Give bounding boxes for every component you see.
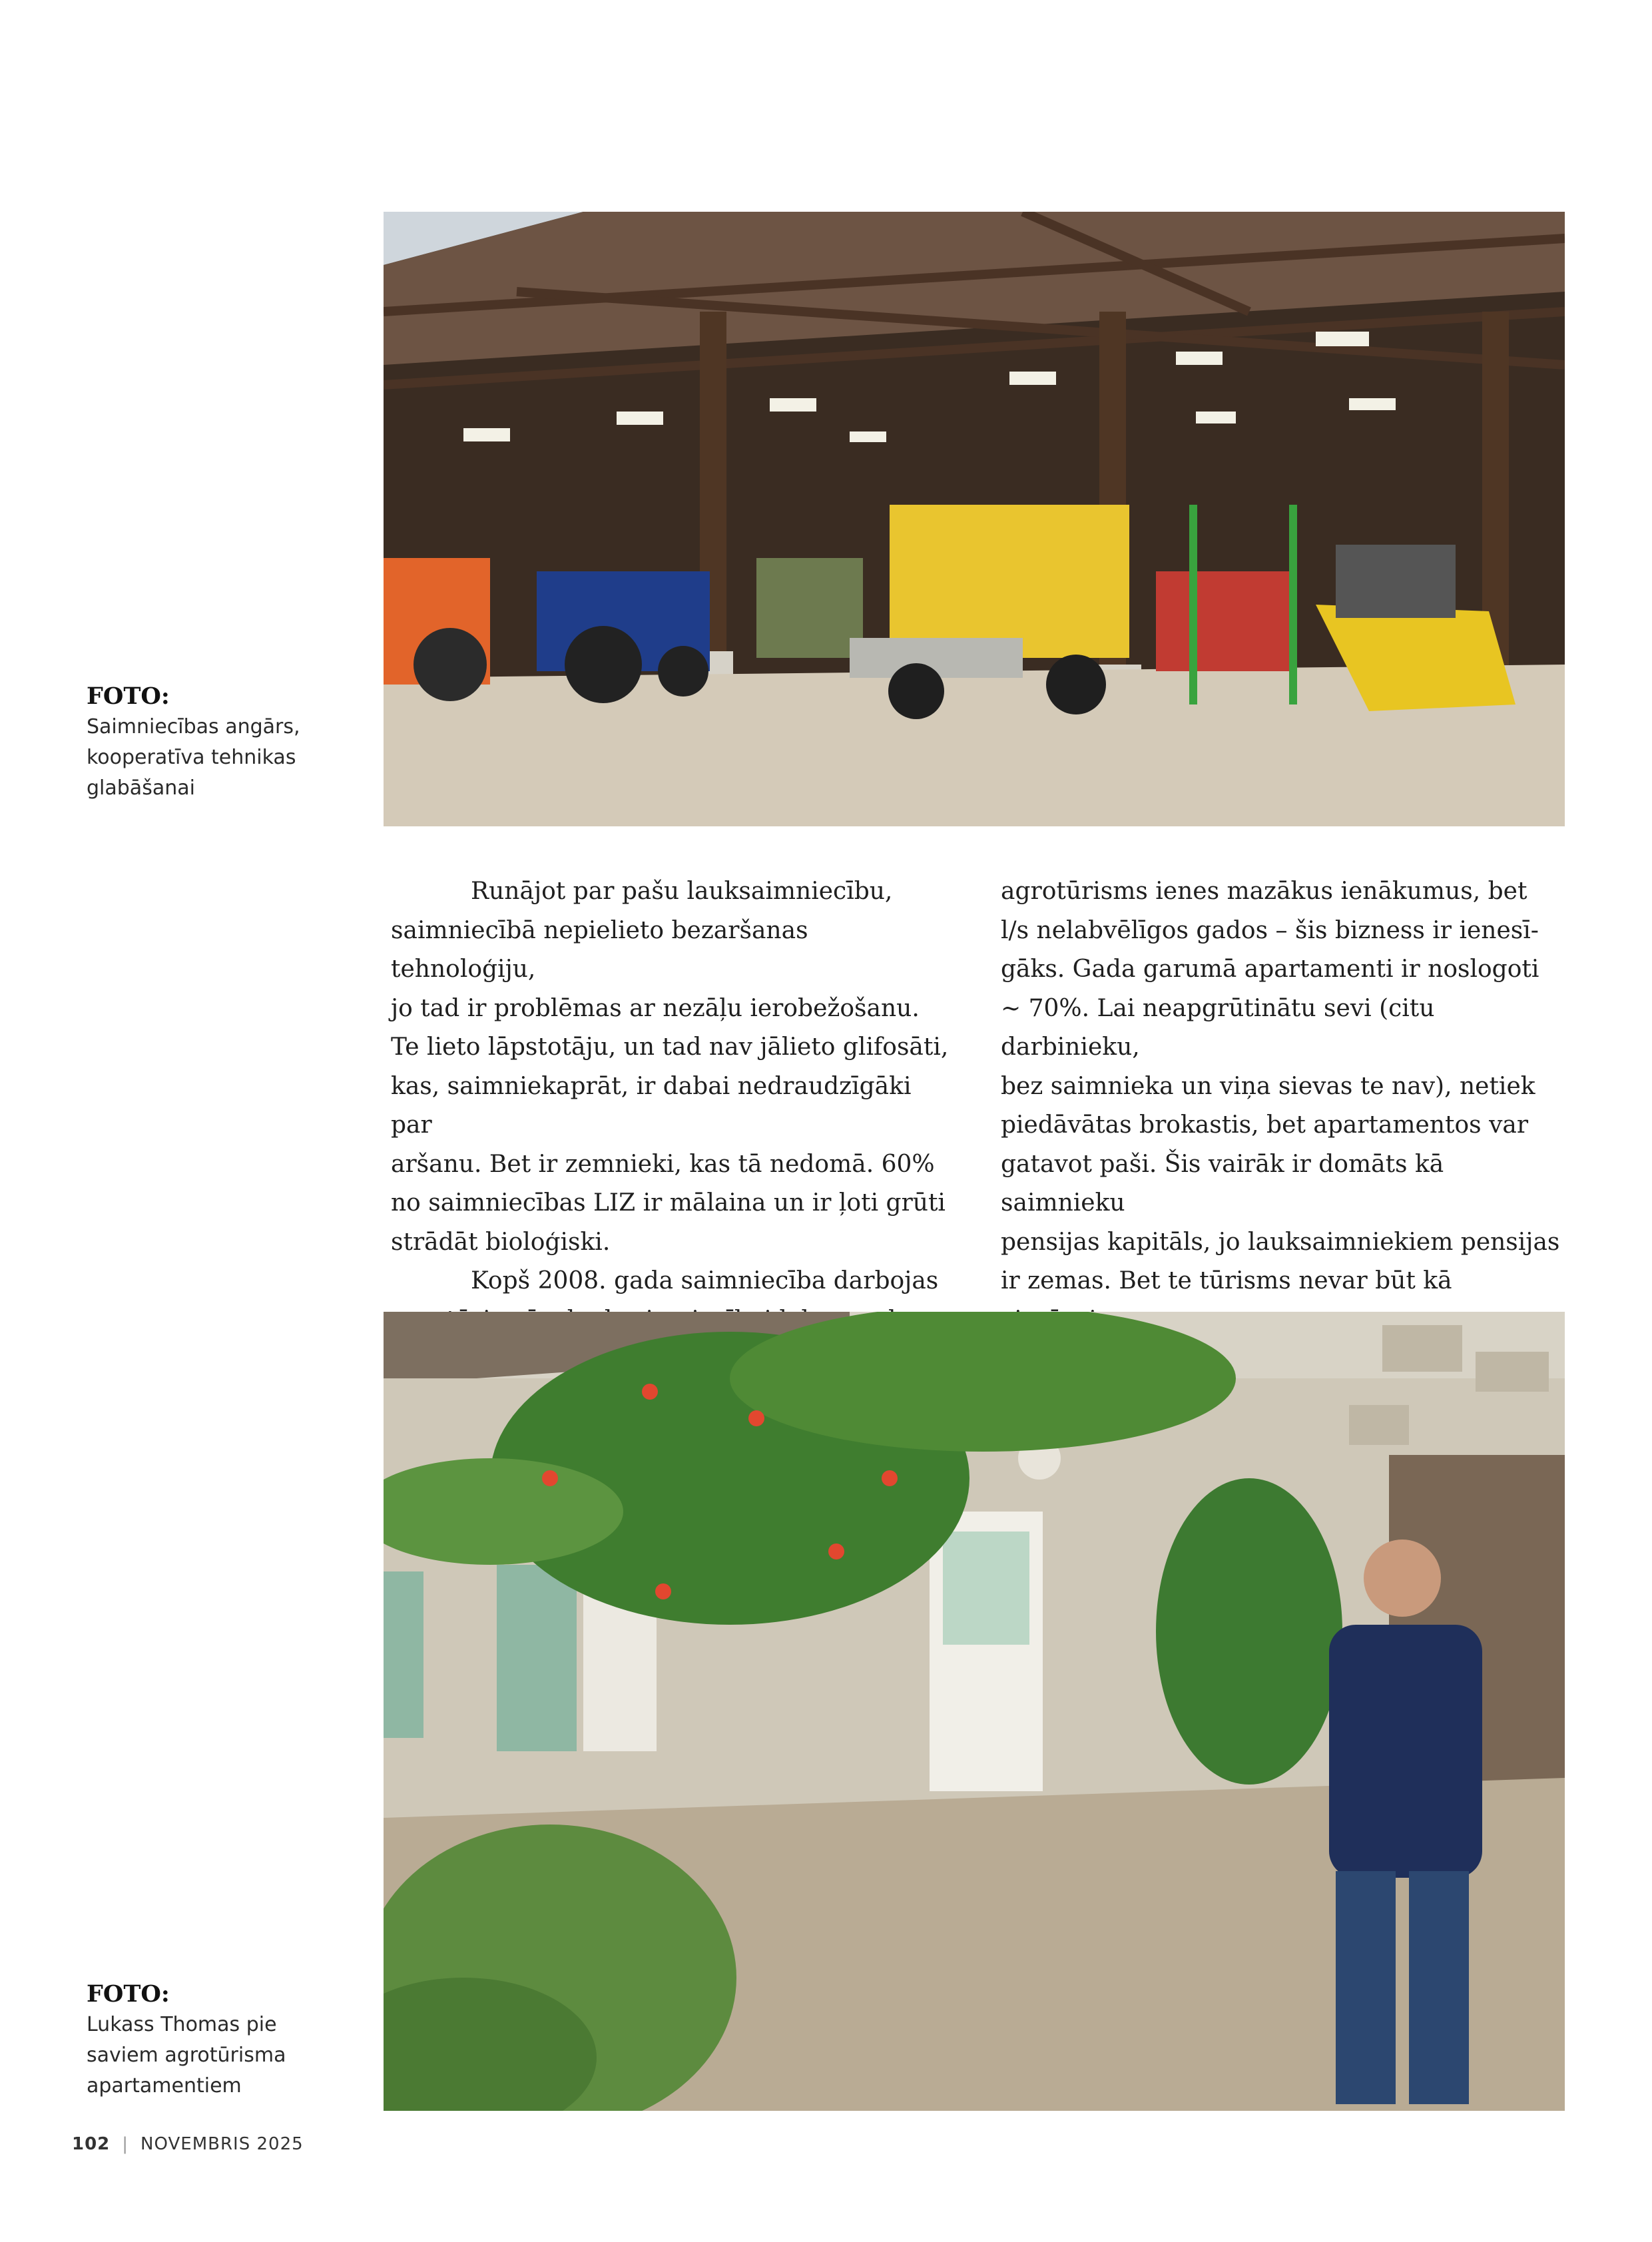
paragraph-line: saimniecībā nepielieto bezaršanas tehnoloģiju,	[391, 916, 808, 983]
caption-label: FOTO:	[87, 683, 170, 710]
photo-machinery-shed	[384, 212, 1565, 826]
paragraph-line: kas, saimniekaprāt, ir dabai nedraudzīgāki par	[391, 1072, 912, 1139]
paragraph-line: ~ 70%. Lai neapgrūtinātu sevi (citu darbinieku,	[1001, 994, 1435, 1061]
paragraph-line: gāks. Gada garumā apartamenti ir noslogoti	[1001, 956, 1539, 983]
paragraph-line: jo tad ir problēmas ar nezāļu ierobežošanu.	[391, 994, 920, 1022]
caption-line: kooperatīva tehnikas	[87, 746, 296, 769]
article-column-2	[1001, 872, 1567, 1379]
paragraph-line: Runājot par pašu lauksaimniecību,	[471, 878, 893, 905]
caption-line: apartamentiem	[87, 2074, 242, 2098]
photo-agritourism-apartments	[384, 1312, 1565, 2111]
footer-separator: |	[122, 2134, 129, 2154]
caption-line: Lukass Thomas pie	[87, 2013, 277, 2036]
paragraph-line: strādāt bioloģiski.	[391, 1228, 611, 1256]
caption-line: saviem agrotūrisma	[87, 2044, 286, 2067]
paragraph-line: agrotūrisms ienes mazākus ienākumus, bet	[1001, 878, 1527, 905]
caption-label: FOTO:	[87, 1980, 170, 2008]
paragraph-line: pensijas kapitāls, jo lauksaimniekiem pensijas	[1001, 1228, 1560, 1256]
page-number: 102	[72, 2134, 111, 2154]
paragraph-line: Kopš 2008. gada saimniecība darbojas	[471, 1267, 939, 1294]
paragraph-line: bez saimnieka un viņa sievas te nav), netiek	[1001, 1072, 1535, 1100]
page-footer	[72, 2134, 304, 2154]
paragraph-line: gatavot paši. Šis vairāk ir domāts kā saimnieku	[1001, 1150, 1444, 1217]
paragraph-line: ir zemas. Bet te tūrisms nevar būt kā	[1001, 1267, 1452, 1294]
paragraph-line: no saimniecības LIZ ir mālaina un ir ļoti grūti	[391, 1189, 946, 1217]
paragraph-line: Te lieto lāpstotāju, un tad nav jālieto glifosāti,	[391, 1033, 949, 1061]
paragraph-line: piedāvātas brokastis, bet apartamentos var	[1001, 1111, 1529, 1139]
paragraph-line: l/s nelabvēlīgos gados – šis bizness ir ienesī-	[1001, 916, 1539, 944]
article-column-1	[391, 872, 957, 1340]
issue-label: NOVEMBRIS 2025	[140, 2134, 304, 2154]
caption-line: Saimniecības angārs,	[87, 715, 300, 738]
photo-caption-1	[87, 681, 340, 804]
photo-caption-2	[87, 1979, 340, 2102]
paragraph-line: aršanu. Bet ir zemnieki, kas tā nedomā. 60%	[391, 1150, 935, 1178]
caption-line: glabāšanai	[87, 776, 195, 800]
